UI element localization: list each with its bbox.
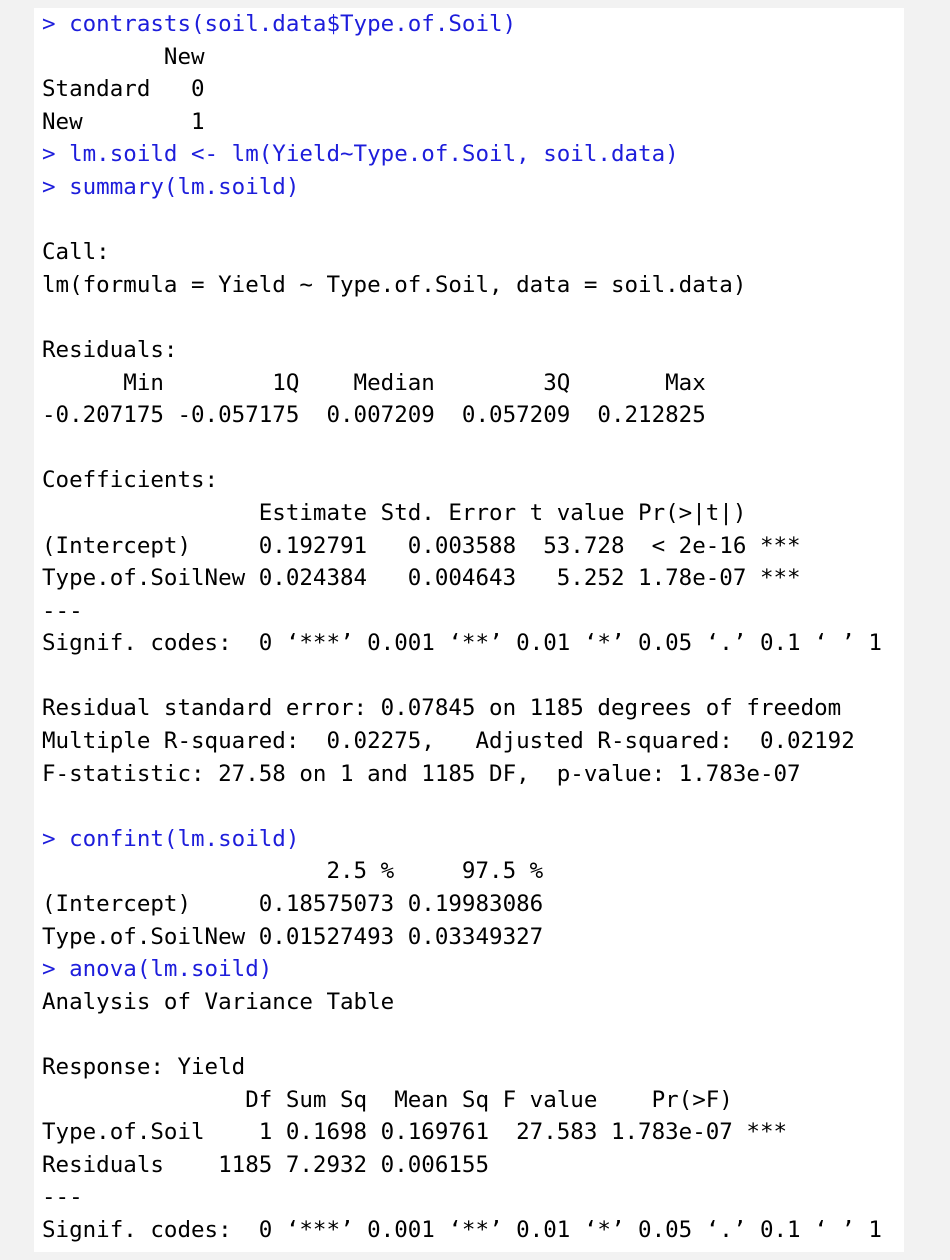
console-output-line: lm(formula = Yield ~ Type.of.Soil, data = soil.data) <box>42 271 747 298</box>
console-command-line[interactable]: > summary(lm.soild) <box>42 173 300 200</box>
console-output-line: Type.of.SoilNew 0.01527493 0.03349327 <box>42 923 544 950</box>
console-output-line <box>42 1018 882 1051</box>
console-output-line: Analysis of Variance Table <box>42 988 395 1015</box>
console-output <box>42 8 882 1247</box>
console-output-line <box>42 790 882 823</box>
console-output-line: Type.of.SoilNew 0.024384 0.004643 5.252 1.78e-07 *** <box>42 565 801 592</box>
console-command-line[interactable]: > lm.soild <- lm(Yield~Type.of.Soil, soil.data) <box>42 141 679 168</box>
console-command-line[interactable]: > contrasts(soil.data$Type.of.Soil) <box>42 11 517 37</box>
console-output-line: Residuals 1185 7.2932 0.006155 <box>42 1151 490 1178</box>
console-output-line: (Intercept) 0.192791 0.003588 53.728 < 2e-16 *** <box>42 532 801 559</box>
console-output-line <box>42 204 882 237</box>
console-output-line: --- <box>42 1184 83 1211</box>
r-console[interactable] <box>34 8 904 1252</box>
console-output-line: Multiple R-squared: 0.02275, Adjusted R-squared: 0.02192 <box>42 728 855 755</box>
console-output-line: Response: Yield <box>42 1054 246 1080</box>
console-output-line: New 1 <box>42 108 205 135</box>
console-output-line: Df Sum Sq Mean Sq F value Pr(>F) <box>42 1086 733 1113</box>
console-output-line: Min 1Q Median 3Q Max <box>42 369 706 396</box>
console-output-line: Type.of.Soil 1 0.1698 0.169761 27.583 1.783e-07 *** <box>42 1119 788 1146</box>
console-output-line <box>42 660 882 693</box>
console-output-line: F-statistic: 27.58 on 1 and 1185 DF, p-value: 1.783e-07 <box>42 760 801 787</box>
console-command-line[interactable]: > anova(lm.soild) <box>42 956 273 983</box>
console-command-line[interactable]: > confint(lm.soild) <box>42 825 300 852</box>
console-output-line: Signif. codes: 0 ‘***’ 0.001 ‘**’ 0.01 ‘*’ 0.05 ‘.’ 0.1 ‘ ’ 1 <box>42 630 882 657</box>
console-output-line: 2.5 % 97.5 % <box>42 858 544 885</box>
console-output-line: New <box>42 43 205 70</box>
console-output-line: Estimate Std. Error t value Pr(>|t|) <box>42 499 747 526</box>
console-output-line: (Intercept) 0.18575073 0.19983086 <box>42 891 544 918</box>
console-output-line: --- <box>42 597 83 624</box>
console-output-line: Standard 0 <box>42 76 205 103</box>
console-output-line: Call: <box>42 239 110 266</box>
console-output-line: -0.207175 -0.057175 0.007209 0.057209 0.212825 <box>42 402 706 429</box>
console-output-line: Signif. codes: 0 ‘***’ 0.001 ‘**’ 0.01 ‘*’ 0.05 ‘.’ 0.1 ‘ ’ 1 <box>42 1216 882 1243</box>
console-output-line: Residual standard error: 0.07845 on 1185 degrees of freedom <box>42 695 842 722</box>
console-output-line: Coefficients: <box>42 467 219 494</box>
console-output-line <box>42 301 882 334</box>
console-output-line <box>42 432 882 465</box>
console-output-line: Residuals: <box>42 336 178 363</box>
